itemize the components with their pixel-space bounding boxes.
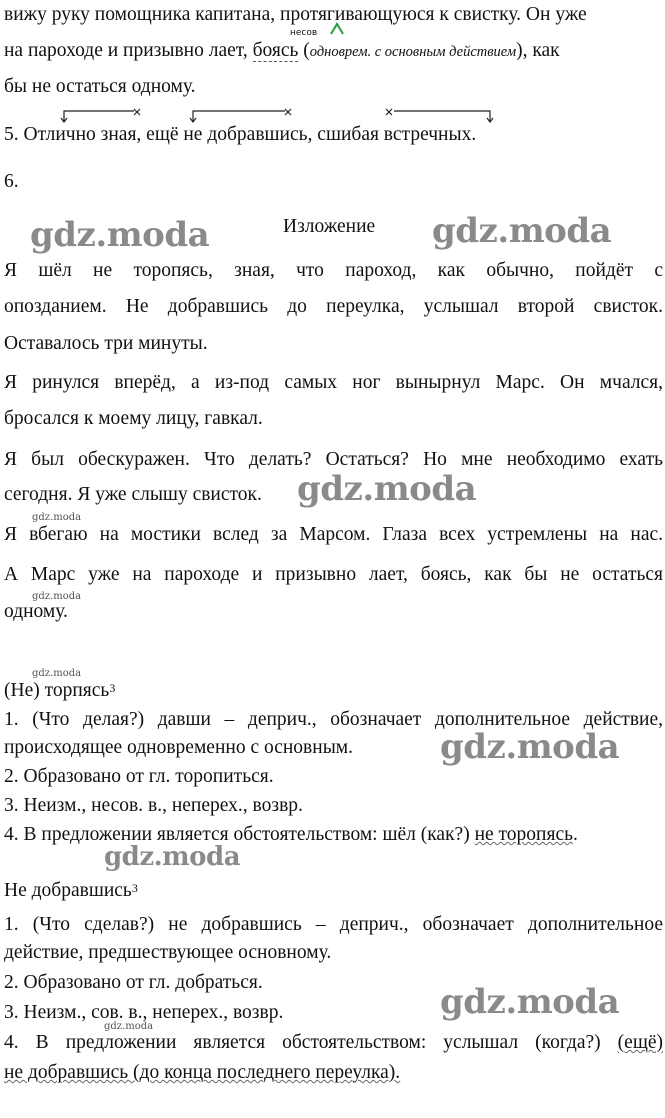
text-fragment: 4. В предложении является обстоятельством: услышал (когда?) bbox=[4, 1032, 618, 1053]
watermark-small: gdz.moda bbox=[104, 1021, 154, 1032]
analysis-title-1 bbox=[4, 678, 663, 704]
text-line: 2. Образовано от гл. добраться. bbox=[4, 972, 263, 993]
watermark-small: gdz.moda bbox=[32, 591, 82, 602]
text-line-1: вижу руку помощника капитана, протягивающуюся к свистку. Он уже bbox=[4, 4, 587, 25]
heading-izlozhenie: Изложение bbox=[283, 216, 376, 237]
text-line: Оставалось три минуты. bbox=[4, 333, 208, 354]
text-line: одному. bbox=[4, 601, 68, 622]
check-mark-icon bbox=[330, 22, 344, 36]
watermark-logo: gdz.moda bbox=[104, 842, 241, 872]
text-line: 3. Неизм., сов. в., неперех., возвр. bbox=[4, 1002, 284, 1023]
note-open: ( bbox=[298, 40, 310, 61]
watermark-logo: gdz.moda bbox=[440, 982, 620, 1022]
text-line: Я был обескуражен. Что делать? Остаться? Но мне необходимо ехать bbox=[4, 449, 663, 470]
underlined-word-boyas: боясь bbox=[252, 40, 299, 61]
italic-note: одноврем. с основным действием bbox=[309, 44, 517, 60]
text-line: бросался к моему лицу, гавкал. bbox=[4, 408, 263, 429]
text-line: сегодня. Я уже слышу свисток. bbox=[4, 484, 262, 505]
text-line: А Марс уже на пароходе и призывно лает, боясь, как бы не остаться bbox=[4, 564, 663, 585]
text-line-3: бы не остаться одному. bbox=[4, 76, 196, 97]
text-line: 1. (Что делая?) давши – деприч., обозначает дополнительное действие, bbox=[4, 709, 663, 730]
analysis-word: Не добравшись bbox=[4, 880, 132, 901]
text-line: 2. Образовано от гл. торопиться. bbox=[4, 766, 274, 787]
note-close: ), как bbox=[516, 40, 560, 61]
text-fragment: на пароходе и призывно лает, bbox=[4, 40, 253, 61]
nesov-mark: несов bbox=[290, 28, 318, 38]
watermark-small: gdz.moda bbox=[32, 512, 82, 523]
text-line: Я ринулся вперёд, а из-под самых ног вынырнул Марс. Он мчался, bbox=[4, 372, 663, 393]
text-line bbox=[4, 822, 663, 848]
text-line: действие, предшествующее основному. bbox=[4, 942, 332, 963]
period: . bbox=[573, 824, 578, 845]
text-line bbox=[4, 1060, 663, 1086]
analysis-word: (Не) торпясь bbox=[4, 680, 110, 701]
watermark-logo: gdz.moda bbox=[30, 215, 210, 255]
text-line: Я шёл не торопясь, зная, что пароход, как обычно, пойдёт с bbox=[4, 260, 663, 281]
text-line: опозданием. Не добравшись до переулка, услышал второй свисток. bbox=[4, 296, 663, 317]
superscript: 3 bbox=[109, 681, 116, 695]
watermark-logo: gdz.moda bbox=[440, 727, 620, 767]
text-line-2 bbox=[4, 38, 663, 65]
text-line: происходящее одновременно с основным. bbox=[4, 737, 354, 758]
watermark-small: gdz.moda bbox=[32, 668, 82, 679]
underlined-phrase: не добравшись (до конца последнего переулка). bbox=[4, 1062, 401, 1083]
underlined-phrase: не торопясь bbox=[474, 824, 574, 845]
superscript: 3 bbox=[131, 881, 138, 895]
text-line: Я вбегаю на мостики вслед за Марсом. Глаза всех устремлены на нас. bbox=[4, 524, 663, 545]
text-line: 3. Неизм., несов. в., неперех., возвр. bbox=[4, 795, 303, 816]
analysis-title-2 bbox=[4, 878, 663, 904]
text-line-5: 5. Отлично зная, ещё не добравшись, сшибая встречных. bbox=[4, 124, 477, 145]
watermark-logo: gdz.moda bbox=[432, 211, 612, 251]
watermark-logo: gdz.moda bbox=[297, 469, 477, 509]
text-line-6: 6. bbox=[4, 171, 19, 192]
text-line: 1. (Что сделав?) не добравшись – деприч., обозначает дополнительное bbox=[4, 914, 663, 935]
underlined-word: (ещё) bbox=[617, 1032, 663, 1053]
text-fragment: 4. В предложении является обстоятельством: шёл (как?) bbox=[4, 824, 475, 845]
text-line bbox=[4, 1030, 663, 1056]
